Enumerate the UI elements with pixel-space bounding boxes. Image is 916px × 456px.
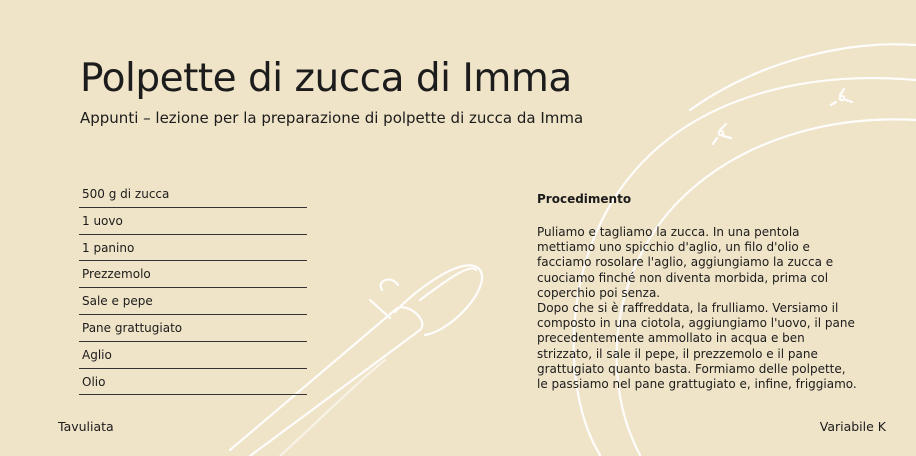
procedure-paragraph: Dopo che si è raffreddata, la frulliamo. Versiamo il composto in una ciotola, aggiungiamo l'uovo, il pane precedentemente ammollato in acqua e ben strizzato, il sale il pepe, il prezzemolo e il pane grattugiato quanto basta. Formiamo delle polpette, le passiamo nel pane grattugiato e, infine, friggiamo. xyxy=(537,301,857,392)
ingredient-item: Sale e pepe xyxy=(79,288,307,315)
procedure-text xyxy=(537,225,857,392)
ingredient-list xyxy=(79,181,307,395)
procedure-heading: Procedimento xyxy=(537,192,632,206)
ingredient-item: 1 uovo xyxy=(79,208,307,235)
ingredient-item: Olio xyxy=(79,369,307,396)
ingredient-item: 500 g di zucca xyxy=(79,181,307,208)
footer-brand-variabile-k: Variabile K xyxy=(819,419,886,434)
footer-brand-tavuliata: Tavuliata xyxy=(58,419,114,434)
ingredient-item: Aglio xyxy=(79,342,307,369)
ingredient-item: Pane grattugiato xyxy=(79,315,307,342)
page-title: Polpette di zucca di Imma xyxy=(80,56,572,101)
page-subtitle: Appunti – lezione per la preparazione di polpette di zucca da Imma xyxy=(80,109,584,127)
procedure-paragraph: Puliamo e tagliamo la zucca. In una pentola mettiamo uno spicchio d'aglio, un filo d'olio e facciamo rosolare l'aglio, aggiungiamo la zucca e cuociamo finché non diventa morbida, prima col coperchio poi senza. xyxy=(537,225,834,300)
ingredient-item: 1 panino xyxy=(79,235,307,262)
ingredient-item: Prezzemolo xyxy=(79,261,307,288)
